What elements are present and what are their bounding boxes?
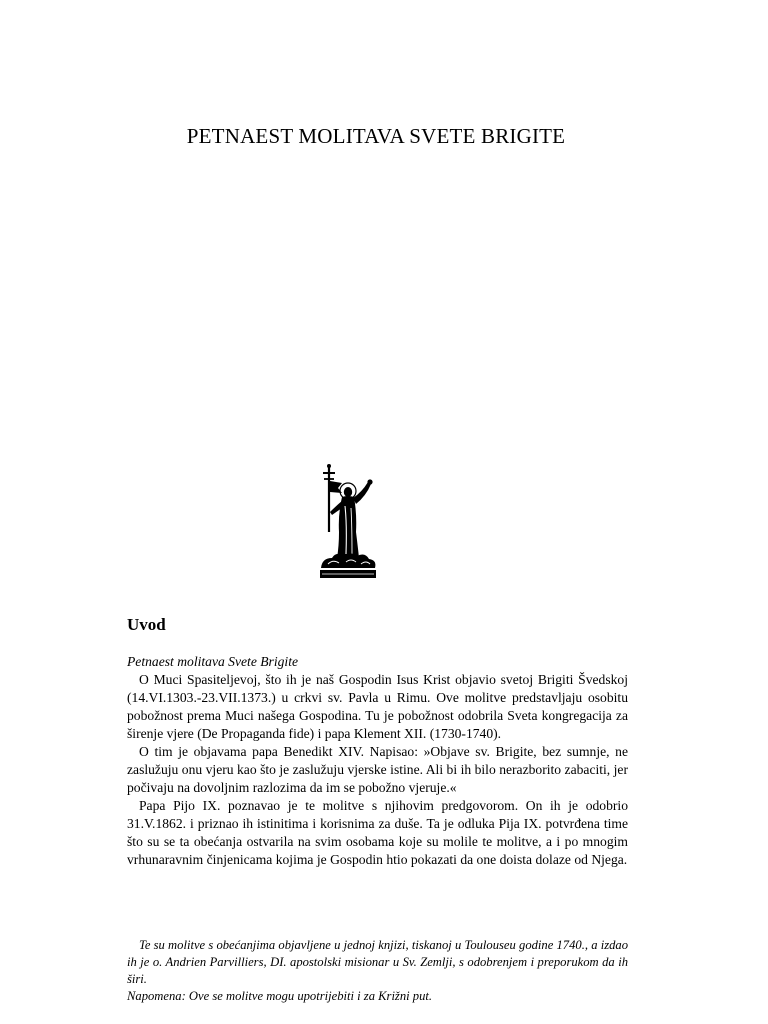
resurrected-christ-icon — [312, 462, 384, 584]
intro-body — [127, 653, 628, 869]
section-heading: Uvod — [127, 615, 166, 634]
document-title: PETNAEST MOLITAVA SVETE BRIGITE — [186, 124, 566, 148]
intro-paragraph: O Muci Spasiteljevoj, što ih je naš Gospodin Isus Krist objavio svetoj Brigiti Švedskoj (14.VI.1303.-23.VII.1373.) u crkvi sv. Pavla u Rimu. Ove molitve predstavljaju osobitu pobožnost prema Muci našega Gospodina. Tu je pobožnost odobrila Sveta kongregacija za širenje vjere (De Propaganda fide) i papa Klement XII. (1730-1740). — [127, 672, 628, 741]
publication-note: Te su molitve s obećanjima objavljene u jednoj knjizi, tiskanoj u Toulouseu godine 1740., a izdao ih je o. Andrien Parvilliers, DI. apostolski misionar u Sv. Zemlji, s odobrenjem i preporukom da ih širi. — [127, 938, 628, 986]
intro-paragraph: O tim je objavama papa Benedikt XIV. Napisao: »Objave sv. Brigite, bez sumnje, ne zaslužuju onu vjeru kao što je zaslužuju vjerske istine. Ali bi ih bilo nerazborito zabaciti, jer počivaju na dovoljnim razlozima da im se pobožno vjeruje.« — [127, 744, 628, 795]
intro-subtitle: Petnaest molitava Svete Brigite — [127, 654, 299, 669]
notes-block — [127, 937, 628, 1005]
remark-note: Napomena: Ove se molitve mogu upotrijebiti i za Križni put. — [127, 989, 433, 1003]
intro-paragraph: Papa Pijo IX. poznavao je te molitve s njihovim predgovorom. On ih je odobrio 31.V.1862. i priznao ih istinitima i korisnima za duše. Ta je odluka Pija IX. potvrđena time što su se ta obećanja ostvarila na svim osobama koje su molile te molitve, a i po mnogim vrhunaravnim činjenicama kojima je Gospodin htio pokazati da one doista dolaze od Njega. — [127, 798, 628, 867]
